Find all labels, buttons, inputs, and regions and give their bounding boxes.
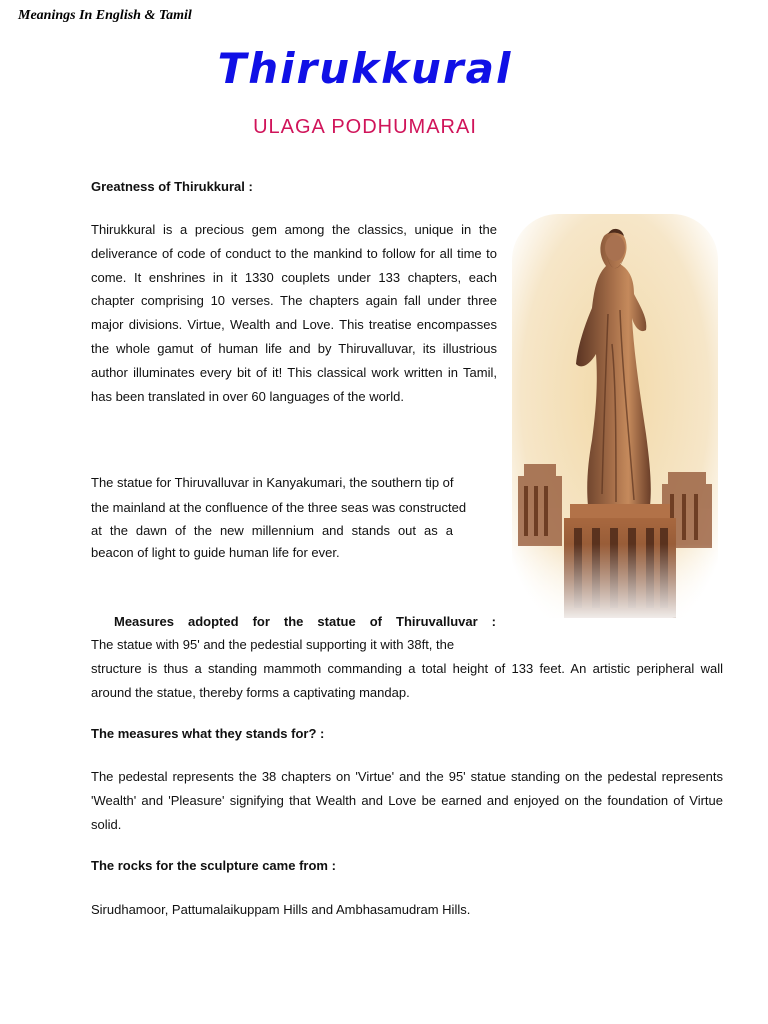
stands-for-paragraph: The pedestal represents the 38 chapters on 'Virtue' and the 95' statue standing on the pedestal represents 'Wealth' and 'Pleasure' signifying that Wealth and Love be earned and enjoyed on the foundation of Virtue solid. [91,769,723,832]
statue-text-line-1: The statue for Thiruvalluvar in Kanyakumari, the southern tip of [91,475,454,490]
thiruvalluvar-statue-image [512,214,718,618]
measures-heading: Measures adopted for the statue of Thiruvalluvar : [114,614,496,629]
page-title: Thirukkural [217,44,513,93]
measures-line-1: The statue with 95' and the pedestial supporting it with 38ft, the [91,637,455,652]
greatness-heading: Greatness of Thirukkural : [91,179,253,194]
rocks-heading: The rocks for the sculpture came from : [91,858,336,873]
measures-paragraph: structure is thus a standing mammoth commanding a total height of 133 feet. An artistic peripheral wall around the statue, thereby forms a captivating mandap. [91,661,723,700]
statue-text-line-4: beacon of light to guide human life for ever. [91,545,340,560]
stands-for-heading: The measures what they stands for? : [91,726,325,741]
header-note: Meanings In English & Tamil [18,8,192,23]
statue-text-line-2: the mainland at the confluence of the three seas was constructed [91,500,467,515]
page-subtitle: ULAGA PODHUMARAI [253,116,477,138]
rocks-paragraph: Sirudhamoor, Pattumalaikuppam Hills and Ambhasamudram Hills. [91,902,471,917]
statue-text-line-3: at the dawn of the new millennium and stands out as a [91,523,453,538]
greatness-paragraph: Thirukkural is a precious gem among the classics, unique in the deliverance of code of conduct to the mankind to follow for all time to come. It enshrines in it 1330 couplets under 133 chapters, each chapter comprising 10 verses. The chapters again fall under three major divisions. Virtue, Wealth and Love. This treatise encompasses the whole gamut of human life and by Thiruvalluvar, its illustrious author illuminates every bit of it! This classical work written in Tamil, has been translated in over 60 languages of the world. [91,222,497,404]
